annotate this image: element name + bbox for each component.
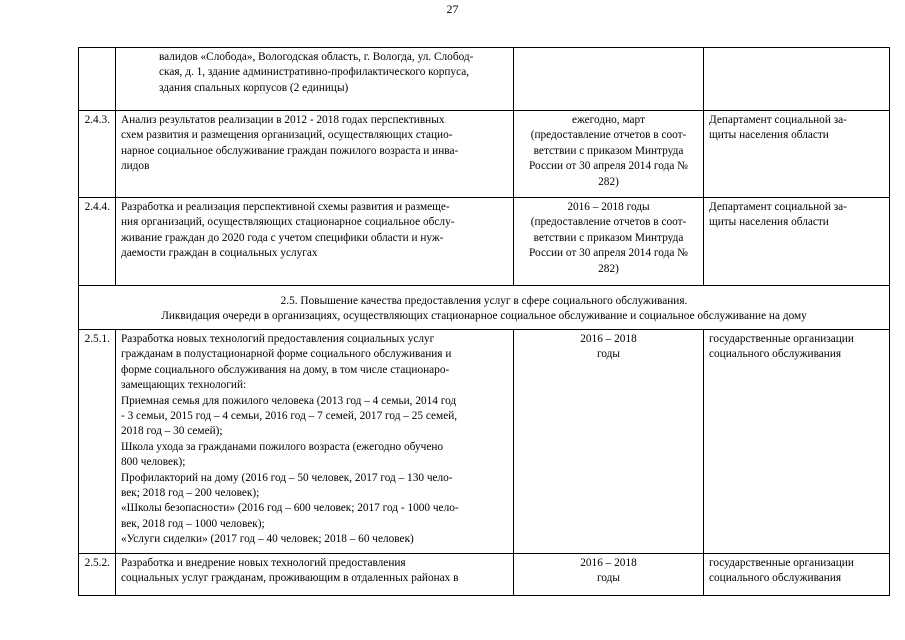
row-term: 2016 – 2018 годы xyxy=(514,330,704,554)
table-row xyxy=(79,48,890,111)
row-responsible: Департамент социальной за- щиты населения области xyxy=(704,198,890,286)
row-description: Разработка и внедрение новых технологий предоставления социальных услуг гражданам, проживающим в отдаленных районах в xyxy=(116,554,514,596)
row-description: Разработка и реализация перспективной схемы развития и размеще- ния организаций, осуществляющих стационарное социальное обслу- живание граждан до 2020 года с учетом специфики области и нуж- даемости граждан в социальных услугах xyxy=(116,198,514,286)
plan-table xyxy=(78,47,890,596)
section-row xyxy=(79,286,890,330)
row-number: 2.4.4. xyxy=(79,198,116,286)
row-responsible: государственные организации социального обслуживания xyxy=(704,554,890,596)
row-responsible: государственные организации социального обслуживания xyxy=(704,330,890,554)
row-description: Разработка новых технологий предоставления социальных услуг гражданам в полустационарной форме социального обслуживания и форме социального обслуживания на дому, в том числе стационаро- замещающих технологий: Приемная семья для пожилого человека (2013 год – 4 семьи, 2014 год - 3 семьи, 2015 год – 4 семьи, 2016 год – 7 семей, 2017 год – 25 семей, 2018 год – 30 семей); Школа ухода за гражданами пожилого возраста (ежегодно обучено 800 человек); Профилакторий на дому (2016 год – 50 человек, 2017 год – 130 чело- век; 2018 год – 200 человек); «Школы безопасности» (2016 год – 600 человек; 2017 год - 1000 чело- век, 2018 год – 1000 человек); «Услуги сиделки» (2017 год – 40 человек; 2018 – 60 человек) xyxy=(116,330,514,554)
row-term: 2016 – 2018 годы (предоставление отчетов в соот- ветствии с приказом Минтруда России от 30 апреля 2014 года № 282) xyxy=(514,198,704,286)
section-subtitle: Ликвидация очереди в организациях, осуществляющих стационарное социальное обслуживание и социальное обслуживание на дому xyxy=(161,310,807,323)
row-term xyxy=(514,48,704,111)
row-description: валидов «Слобода», Вологодская область, г. Вологда, ул. Слобод- ская, д. 1, здание административно-профилактического корпуса, здания спальных корпусов (2 единицы) xyxy=(116,48,514,111)
page-number: 27 xyxy=(446,2,459,16)
row-term: 2016 – 2018 годы xyxy=(514,554,704,596)
table-row xyxy=(79,330,890,554)
row-number xyxy=(79,48,116,111)
row-number: 2.4.3. xyxy=(79,111,116,198)
table-row xyxy=(79,198,890,286)
row-responsible xyxy=(704,48,890,111)
row-number: 2.5.1. xyxy=(79,330,116,554)
section-heading xyxy=(79,286,890,330)
table-row xyxy=(79,554,890,596)
row-term: ежегодно, март (предоставление отчетов в соот- ветствии с приказом Минтруда России от 30 апреля 2014 года № 282) xyxy=(514,111,704,198)
table-row xyxy=(79,111,890,198)
section-title: 2.5. Повышение качества предоставления услуг в сфере социального обслуживания. xyxy=(280,295,688,307)
row-description: Анализ результатов реализации в 2012 - 2018 годах перспективных схем развития и размещения организаций, осуществляющих стацио- нарное социальное обслуживание граждан пожилого возраста и инва- лидов xyxy=(116,111,514,198)
row-number: 2.5.2. xyxy=(79,554,116,596)
row-responsible: Департамент социальной за- щиты населения области xyxy=(704,111,890,198)
